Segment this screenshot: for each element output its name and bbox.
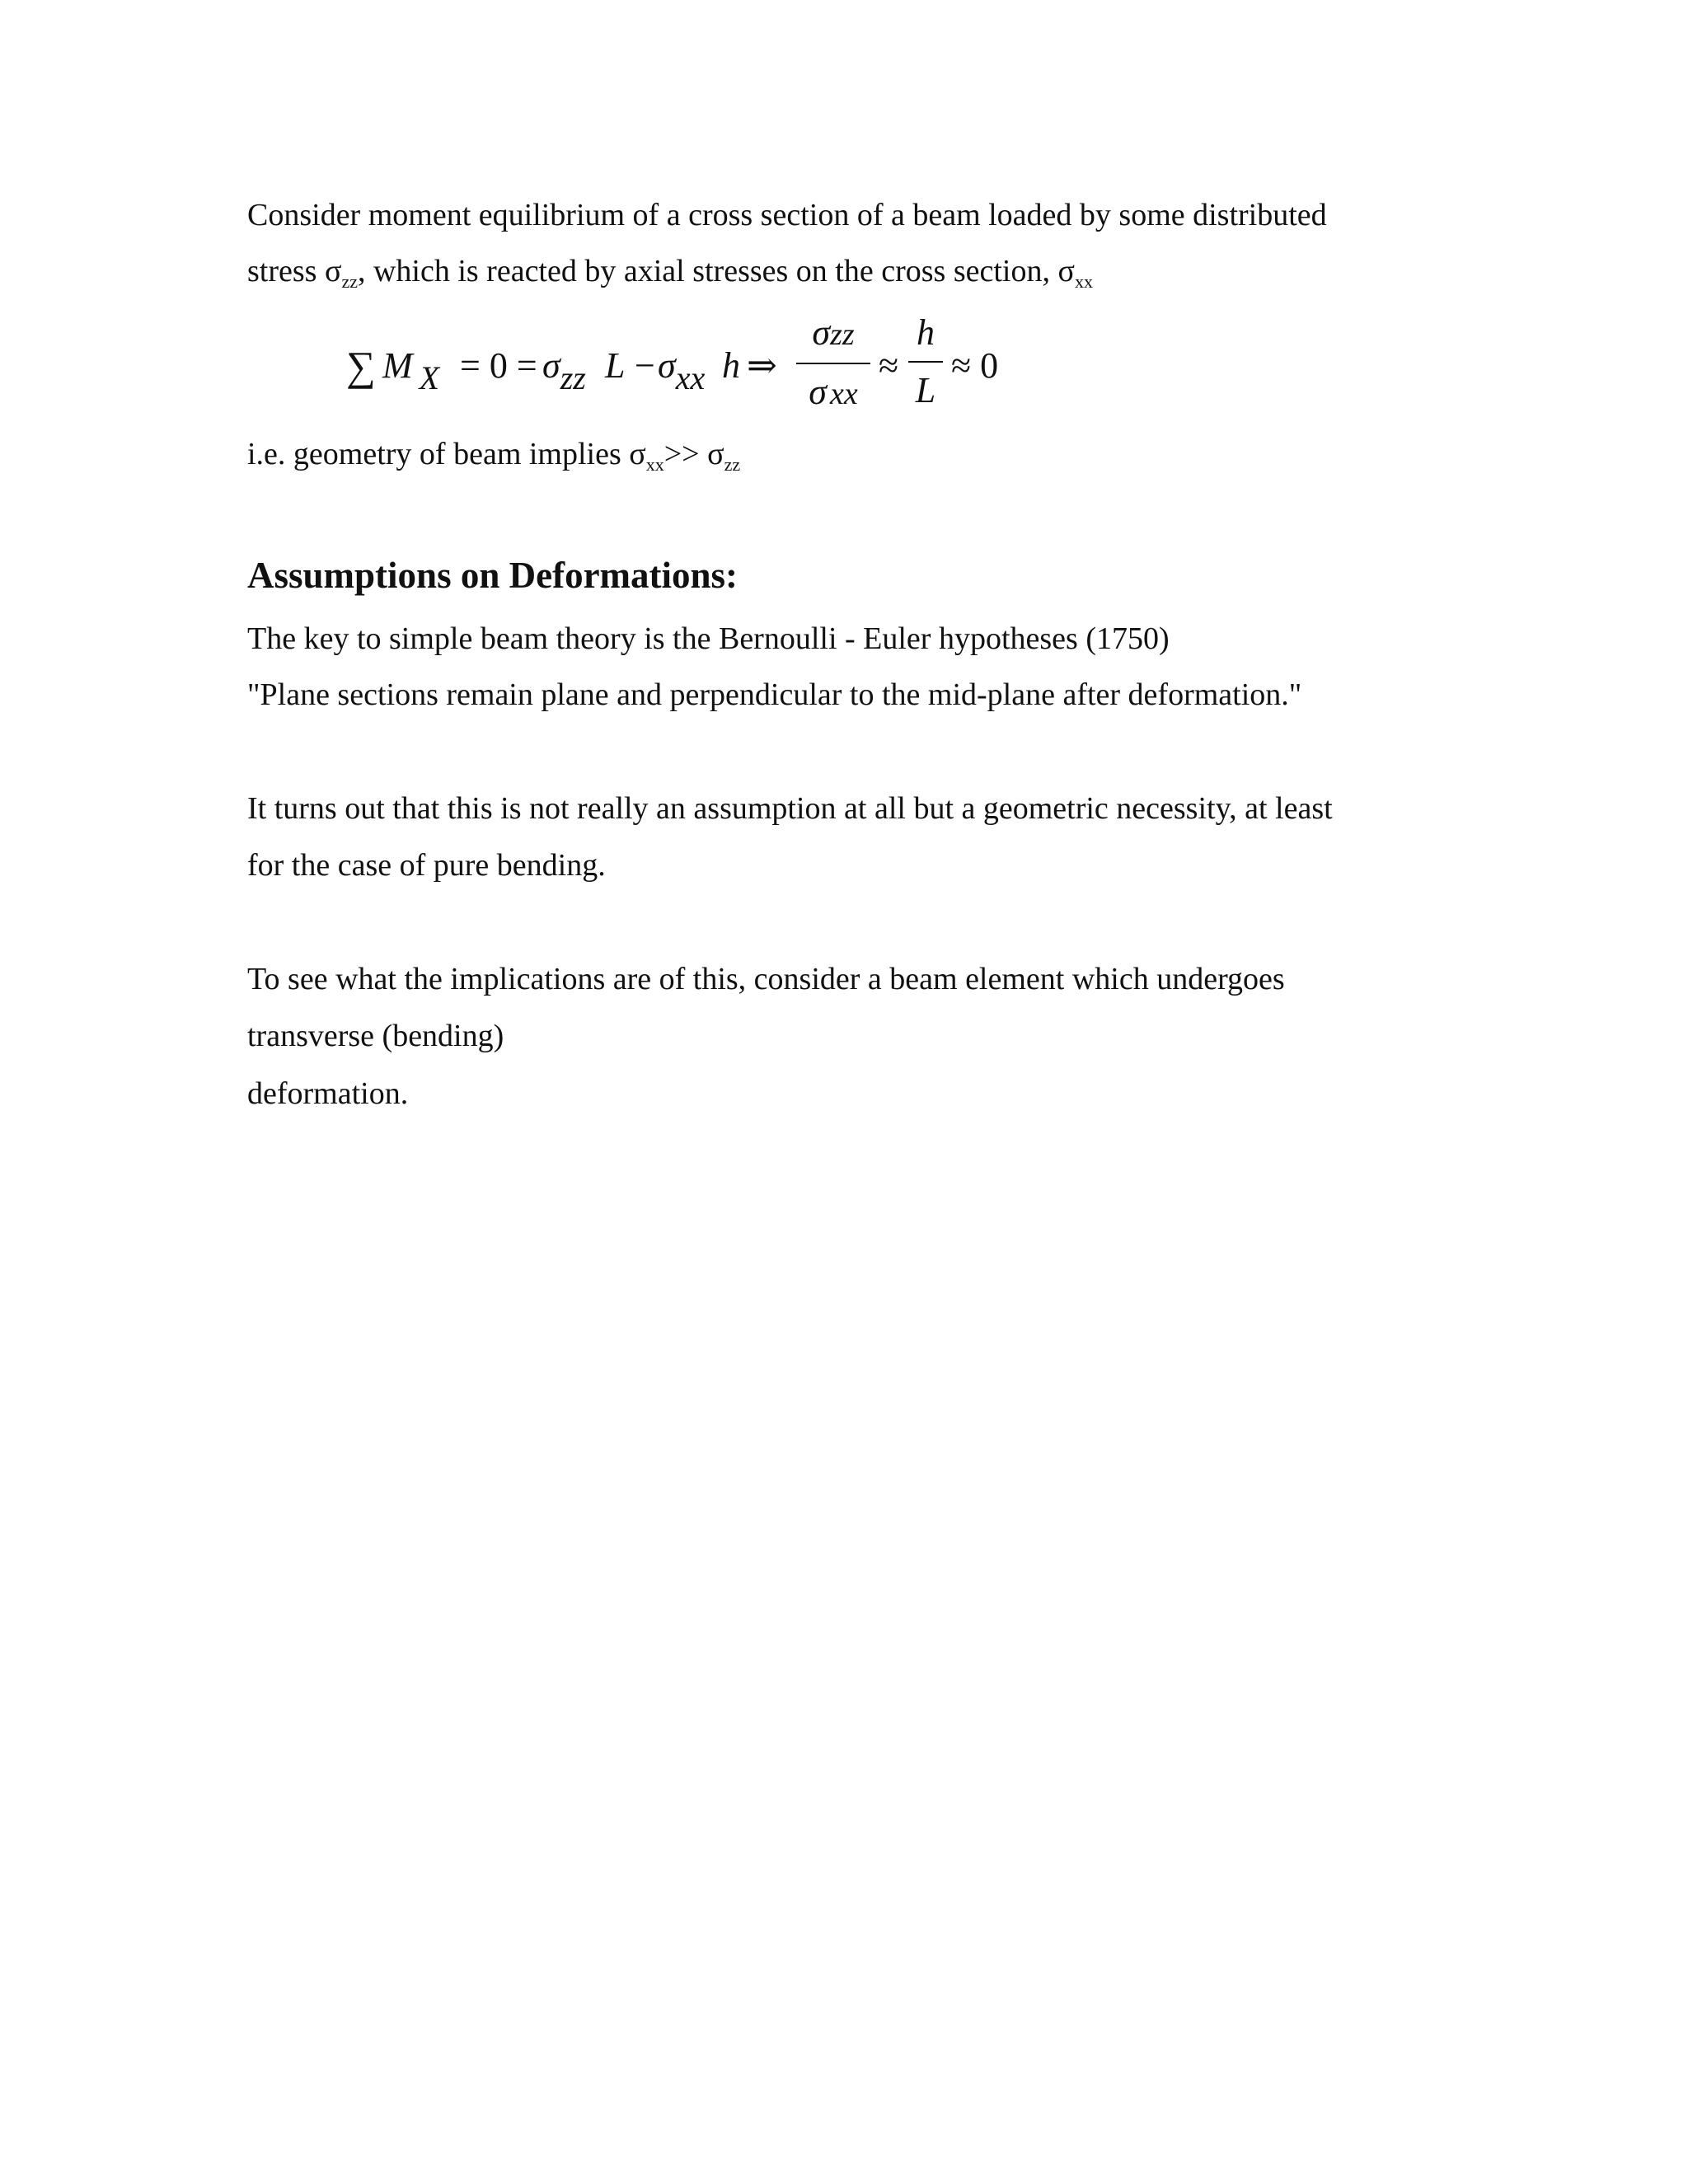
intro-text-2b: , which is reacted by axial stresses on the cross section, σ [357,254,1075,288]
eq-approx-zero: ≈ 0 [951,345,999,386]
ie-text-a: i.e. geometry of beam implies σ [247,437,646,471]
intro-text-2a: stress σ [247,254,342,288]
frac2-denominator: L [915,370,936,410]
ie-subscript-zz: zz [724,454,741,475]
fraction-sigma [796,310,870,417]
para2-line-1: It turns out that this is not really an assumption at all but a geometric necessity, at least [247,791,1333,826]
ie-line [247,435,740,473]
fraction-bar-1 [796,363,870,364]
section-heading: Assumptions on Deformations: [247,555,738,596]
eq-xx-sub: xx [675,359,706,396]
eq-implies-arrow: ⇒ [747,345,777,386]
frac1-numerator: σ [812,312,831,353]
intro-line-1 [247,196,1327,234]
fraction-h-over-L [908,310,943,414]
eq-M: M [382,345,413,386]
eq-X-sub: X [419,359,440,396]
eq-approx-1: ≈ [879,345,899,386]
subscript-xx: xx [1074,271,1093,292]
eq-sigma-1: σ [542,345,560,386]
eq-h: h [722,345,740,386]
eq-minus: − [635,345,655,386]
para3-line-1: To see what the implications are of this, consider a beam element which undergoes [247,962,1285,996]
frac1-num-sub: zz [830,317,855,352]
para1-line-2: "Plane sections remain plane and perpendicular to the mid-plane after deformation." [247,677,1302,712]
eq-sigma-2: σ [658,345,676,386]
para3-line-2: transverse (bending) [247,1019,504,1053]
frac1-den-sub: xx [829,377,858,411]
eq-zz-sub: zz [560,359,586,396]
subscript-zz: zz [341,271,358,292]
ie-text-b: >> σ [663,437,724,471]
para3-line-3: deformation. [247,1076,409,1111]
intro-line-2 [247,252,1093,290]
eq-equals-zero: = 0 = [460,345,537,386]
intro-text-1: Consider moment equilibrium of a cross section of a beam loaded by some distributed [247,198,1327,232]
ie-subscript-xx: xx [645,454,664,475]
fraction-bar-2 [908,361,943,363]
frac1-denominator: σ [809,372,827,412]
sum-symbol: ∑ [346,343,376,389]
frac2-numerator: h [917,312,935,353]
para2-line-2: for the case of pure bending. [247,848,606,883]
eq-L: L [605,345,626,386]
para1-line-1: The key to simple beam theory is the Bernoulli - Euler hypotheses (1750) [247,621,1170,656]
